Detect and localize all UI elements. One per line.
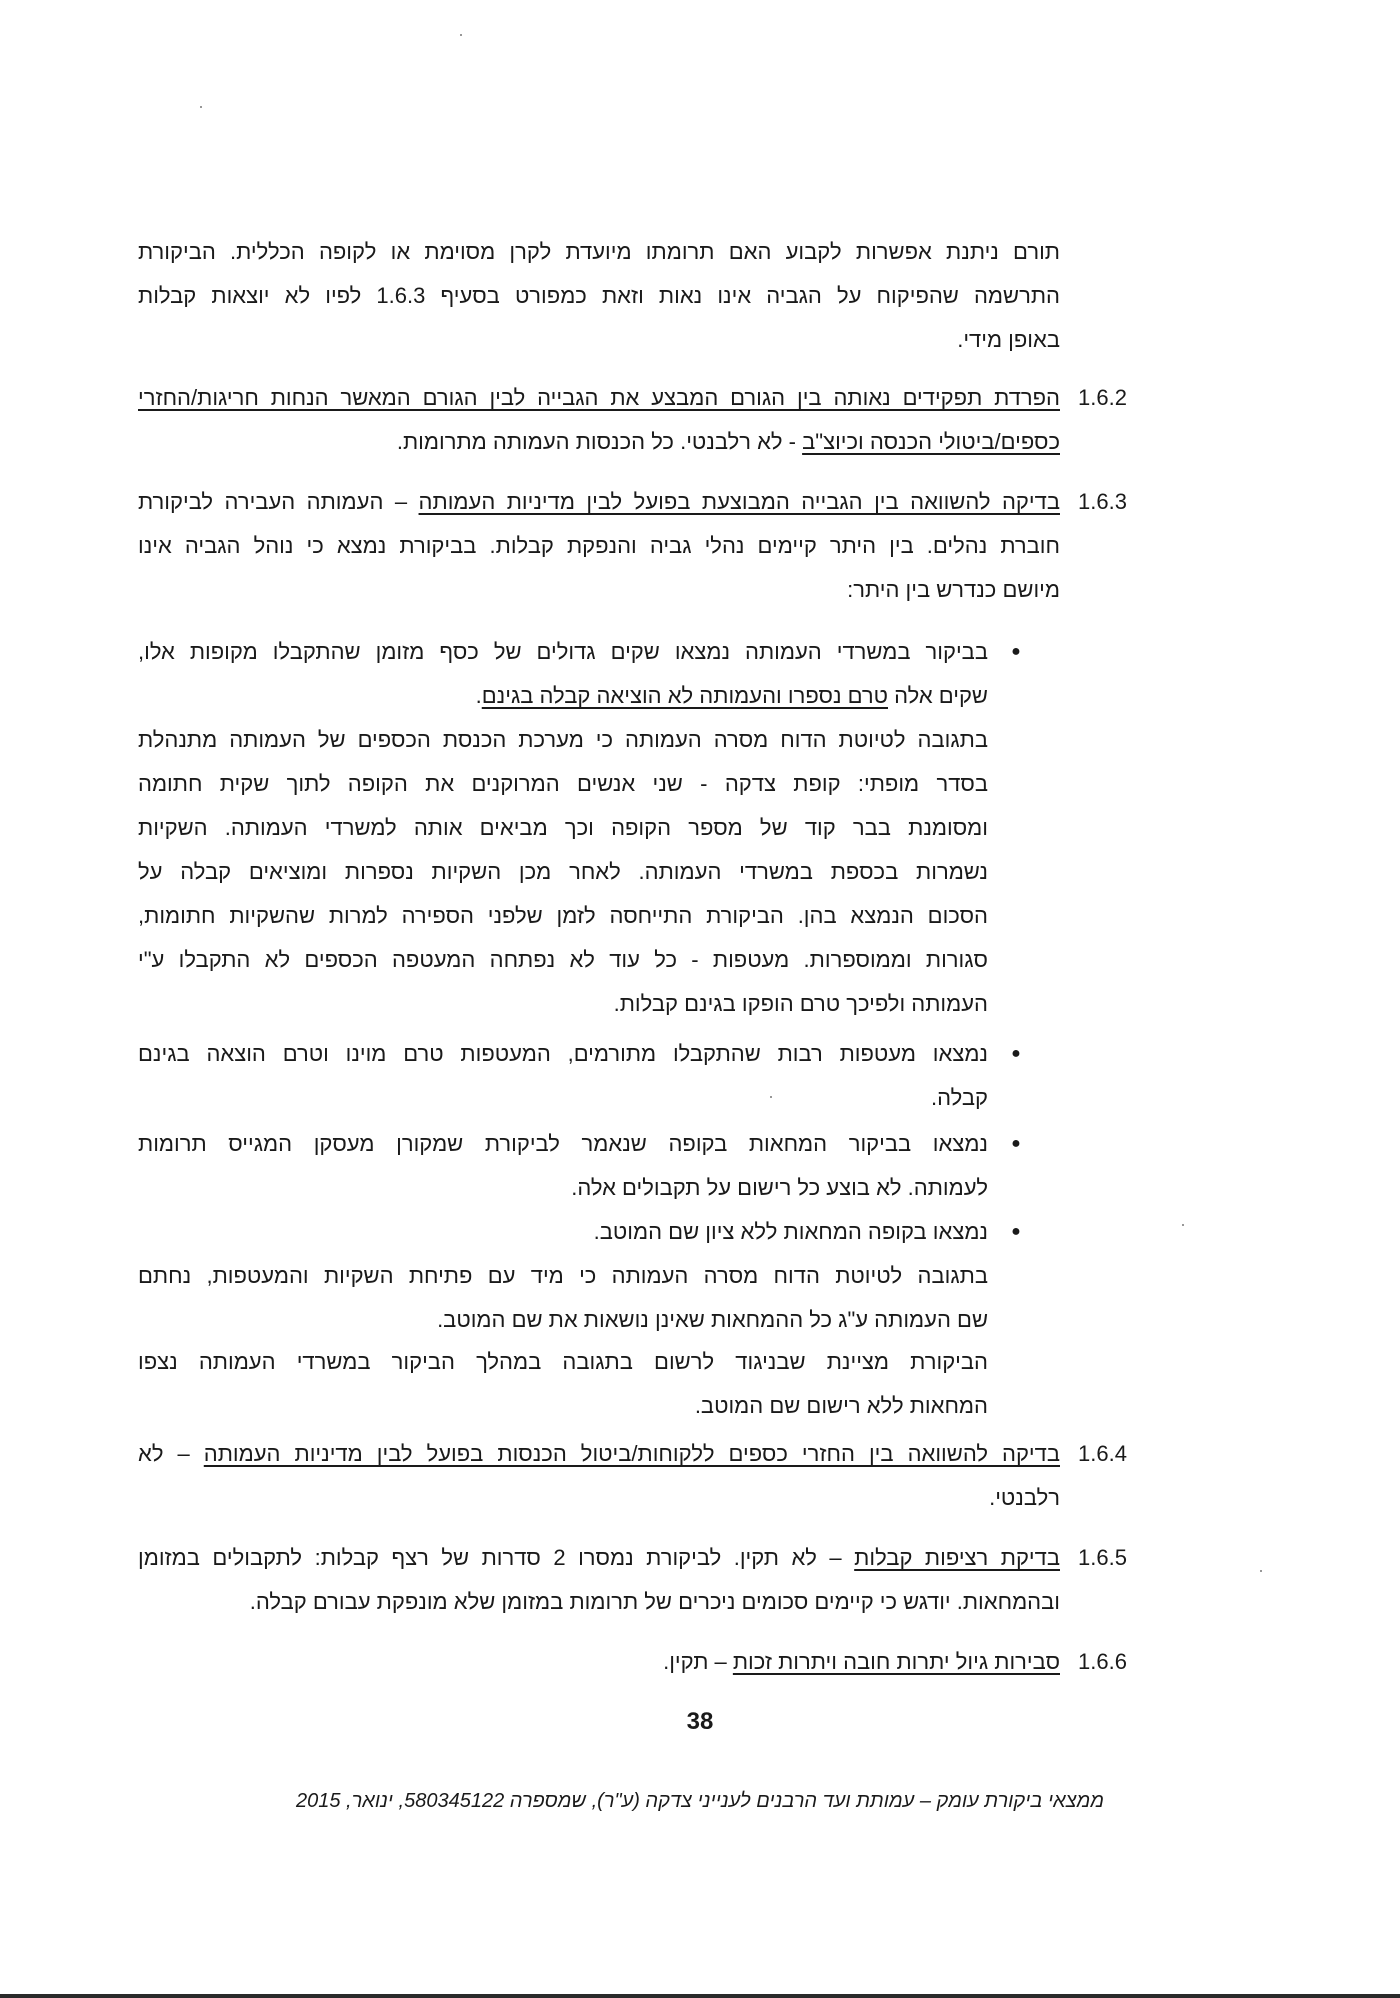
section-number: 1.6.2 — [1078, 385, 1127, 410]
intro-line: התרשמה שהפיקוח על הגביה אינו נאות וזאת כמפורט בסעיף 1.6.3 לפיו לא יוצאות קבלות — [138, 283, 1060, 308]
bullet-icon: ● — [1011, 1223, 1021, 1240]
intro-line: באופן מידי. — [957, 327, 1060, 352]
scan-speck — [460, 34, 462, 36]
scan-speck — [200, 106, 202, 108]
page-number: 38 — [686, 1708, 714, 1735]
section-number: 1.6.6 — [1078, 1649, 1127, 1674]
section-text: מיושם כנדרש בין היתר: — [847, 577, 1060, 602]
bullet-item: נמצאו בקופה המחאות ללא ציון שם המוטב. — [593, 1219, 988, 1244]
scan-speck — [1182, 1224, 1184, 1226]
section-title: הפרדת תפקידים נאותה בין הגורם המבצע את הגבייה לבין הגורם המאשר הנחות חריגות/החזרי — [138, 385, 1060, 410]
section-title: כספים/ביטולי הכנסה וכיוצ"ב — [802, 429, 1060, 454]
section-title: בדיקה להשוואה בין הגבייה המבוצעת בפועל לבין מדיניות העמותה — [418, 489, 1060, 514]
section-title: סבירות גיול יתרות חובה ויתרות זכות — [732, 1649, 1060, 1674]
section-title: בדיקה להשוואה בין החזרי כספים ללקוחות/ביטול הכנסות בפועל לבין מדיניות העמותה — [203, 1441, 1060, 1466]
bullet-icon: ● — [1011, 643, 1021, 660]
scan-speck — [770, 1096, 772, 1098]
audit-note-paragraph: הביקורת מציינת שבניגוד לרשום בתגובה במהלך הביקור במשרדי העמותה נצפו המחאות ללא רישום שם המוטב. — [138, 1349, 988, 1418]
response-paragraph: בתגובה לטיוטת הדוח מסרה העמותה כי מערכת הכנסת הכספים של העמותה מתנהלת בסדר מופתי: קופת צדקה - שני אנשים המרוקנים את הקופה לתוך שקית חתומה ומסומנת בבר קוד של מספר הקופה וכך מביאים אותה למשרדי העמותה. השקיות נשמרות בכספת במשרדי העמותה. לאחר מכן השקיות נספרות ומוציאים קבלה על הסכום הנמצא בהן. הביקורת התייחסה לזמן שלפני הספירה למרות שהשקיות חתומות, סגורות וממוספרות. מעטפות - כל עוד לא נפתחה המעטפה הכספים לא התקבלו ע"י העמותה ולפיכך טרם הופקו בגינם קבלות. — [138, 727, 988, 1016]
section-text: - לא רלבנטי. כל הכנסות העמותה מתרומות. — [396, 429, 803, 454]
intro-line: תורם ניתנת אפשרות לקבוע האם תרומתו מיועדת לקרן מסוימת או לקופה הכללית. הביקורת — [138, 239, 1060, 264]
bullet-item: בביקור במשרדי העמותה נמצאו שקים גדולים של כסף מזומן שהתקבלו מקופות אלו, שקים אלה טרם נספרו והעמותה לא הוציאה קבלה בגינם. — [138, 639, 988, 708]
section-1-6-6: סבירות גיול יתרות חובה ויתרות זכות – תקין. — [663, 1649, 1060, 1674]
section-1-6-2 — [138, 376, 1060, 464]
intro-paragraph — [138, 230, 1060, 362]
section-1-6-4: בדיקה להשוואה בין החזרי כספים ללקוחות/ביטול הכנסות בפועל לבין מדיניות העמותה – לא רלבנטי. — [138, 1441, 1060, 1510]
section-text: חוברת נהלים. בין היתר קיימים נהלי גביה והנפקת קבלות. בביקורת נמצא כי נוהל הגביה אינו — [138, 533, 1060, 558]
section-text: – העמותה העבירה לביקורת — [138, 489, 419, 514]
page-footer: ממצאי ביקורת עומק – עמותת ועד הרבנים לענייני צדקה (ע"ר), שמספרה 580345122, ינואר, 2015 — [295, 1790, 1105, 1812]
emphasis-underline: טרם נספרו והעמותה לא הוציאה קבלה בגינם — [481, 683, 888, 708]
bullet-icon: ● — [1011, 1045, 1021, 1062]
section-1-6-3 — [138, 480, 1060, 612]
bullet-icon: ● — [1011, 1135, 1021, 1152]
bullet-item: נמצאו בביקור המחאות בקופה שנאמר לביקורת שמקורן מעסקן המגייס תרומות לעמותה. לא בוצע כל רישום על תקבולים אלה. — [138, 1131, 988, 1200]
section-number: 1.6.5 — [1078, 1545, 1127, 1570]
bullet-item: נמצאו מעטפות רבות שהתקבלו מתורמים, המעטפות טרם מוינו וטרם הוצאה בגינם קבלה. — [138, 1041, 988, 1110]
section-1-6-5: בדיקת רציפות קבלות – לא תקין. לביקורת נמסרו 2 סדרות של רצף קבלות: לתקבולים במזומן ובהמחאות. יודגש כי קיימים סכומים ניכרים של תרומות במזומן שלא מונפקת עבורם קבלה. — [138, 1545, 1060, 1614]
section-title: בדיקת רציפות קבלות — [854, 1545, 1060, 1570]
response-paragraph: בתגובה לטיוטת הדוח מסרה העמותה כי מיד עם פתיחת השקיות והמעטפות, נחתם שם העמותה ע"ג כל ההמחאות שאינן נושאות את שם המוטב. — [138, 1263, 988, 1332]
scan-speck — [1260, 1570, 1262, 1572]
section-number: 1.6.3 — [1078, 489, 1127, 514]
section-number: 1.6.4 — [1078, 1441, 1127, 1466]
scan-border — [0, 1994, 1400, 1998]
